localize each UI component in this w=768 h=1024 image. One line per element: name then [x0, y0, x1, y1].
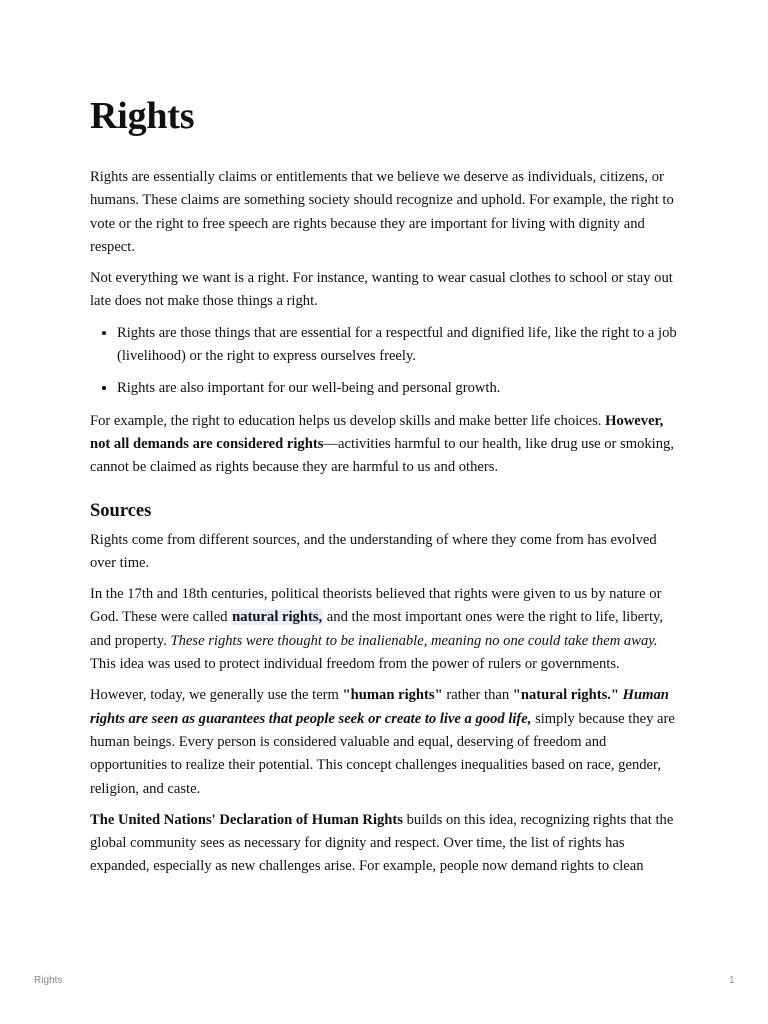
sources-paragraph-1: Rights come from different sources, and the understanding of where they come from has evolved over time. — [90, 531, 657, 571]
bold-text: "natural rights." — [512, 687, 620, 704]
text-run: rather than — [442, 687, 513, 704]
sources-paragraph-2 — [90, 583, 680, 676]
bold-italic-text: Human rights are seen as guarantees that people seek or create to live a good life, — [90, 687, 669, 727]
page-title: Rights — [90, 95, 195, 137]
bold-text: However, not all demands are considered rights — [90, 412, 664, 452]
footer-page-number: 1 — [729, 975, 735, 986]
text-run: However, today, we generally use the term — [90, 687, 343, 704]
sources-paragraph-3 — [90, 684, 680, 800]
text-run: This idea was used to protect individual freedom from the power of rulers or governments. — [90, 656, 620, 673]
intro-paragraph-2: Not everything we want is a right. For instance, wanting to wear casual clothes to school or stay out late does not make those things a right. — [90, 270, 673, 310]
section-heading-sources: Sources — [90, 500, 152, 521]
bold-text: The United Nations' Declaration of Human Rights — [90, 811, 403, 828]
document-body — [90, 92, 680, 887]
text-run: simply because they are human beings. Every person is considered valuable and equal, deserving of freedom and opportunities to realize their potential. This concept challenges inequalities based on race, gender, religion, and caste. — [90, 710, 675, 797]
text-run: and the most important ones were the right to life, liberty, and property. — [90, 609, 664, 649]
bullet-item: • Rights are those things that are essential for a respectful and dignified life, like the right to a job (livelihood) or the right to express ourselves freely. — [117, 322, 680, 369]
rights-bullet-list — [90, 322, 680, 401]
sources-paragraph-4 — [90, 809, 680, 879]
text-run: In the 17th and 18th centuries, political theorists believed that rights were given to us by nature or God. These were called — [90, 586, 662, 626]
bold-text: "human rights" — [342, 687, 443, 704]
text-run: —activities harmful to our health, like drug use or smoking, cannot be claimed as rights because they are harmful to us and others. — [90, 435, 674, 476]
text-run: For example, the right to education helps us develop skills and make better life choices. — [90, 412, 606, 429]
intro-paragraph-1: Rights are essentially claims or entitlements that we believe we deserve as individuals, citizens, or humans. These claims are something society should recognize and uphold. For example, the right to vote or the right to free speech are rights because they are important for living with dignity and respect. — [90, 169, 674, 255]
bullet-item: • Rights are also important for our well-being and personal growth. — [117, 377, 680, 400]
text-run: builds on this idea, recognizing rights that the global community sees as necessary for dignity and respect. Over time, the list of rights has expanded, especially as new challenges arise. For example, people now demand rights to clean — [90, 811, 674, 875]
highlighted-term: natural rights, — [232, 609, 323, 626]
footer-document-title: Rights — [34, 975, 63, 986]
italic-text: These rights were thought to be inalienable, meaning no one could take them away. — [170, 632, 658, 649]
intro-paragraph-3 — [90, 410, 680, 480]
